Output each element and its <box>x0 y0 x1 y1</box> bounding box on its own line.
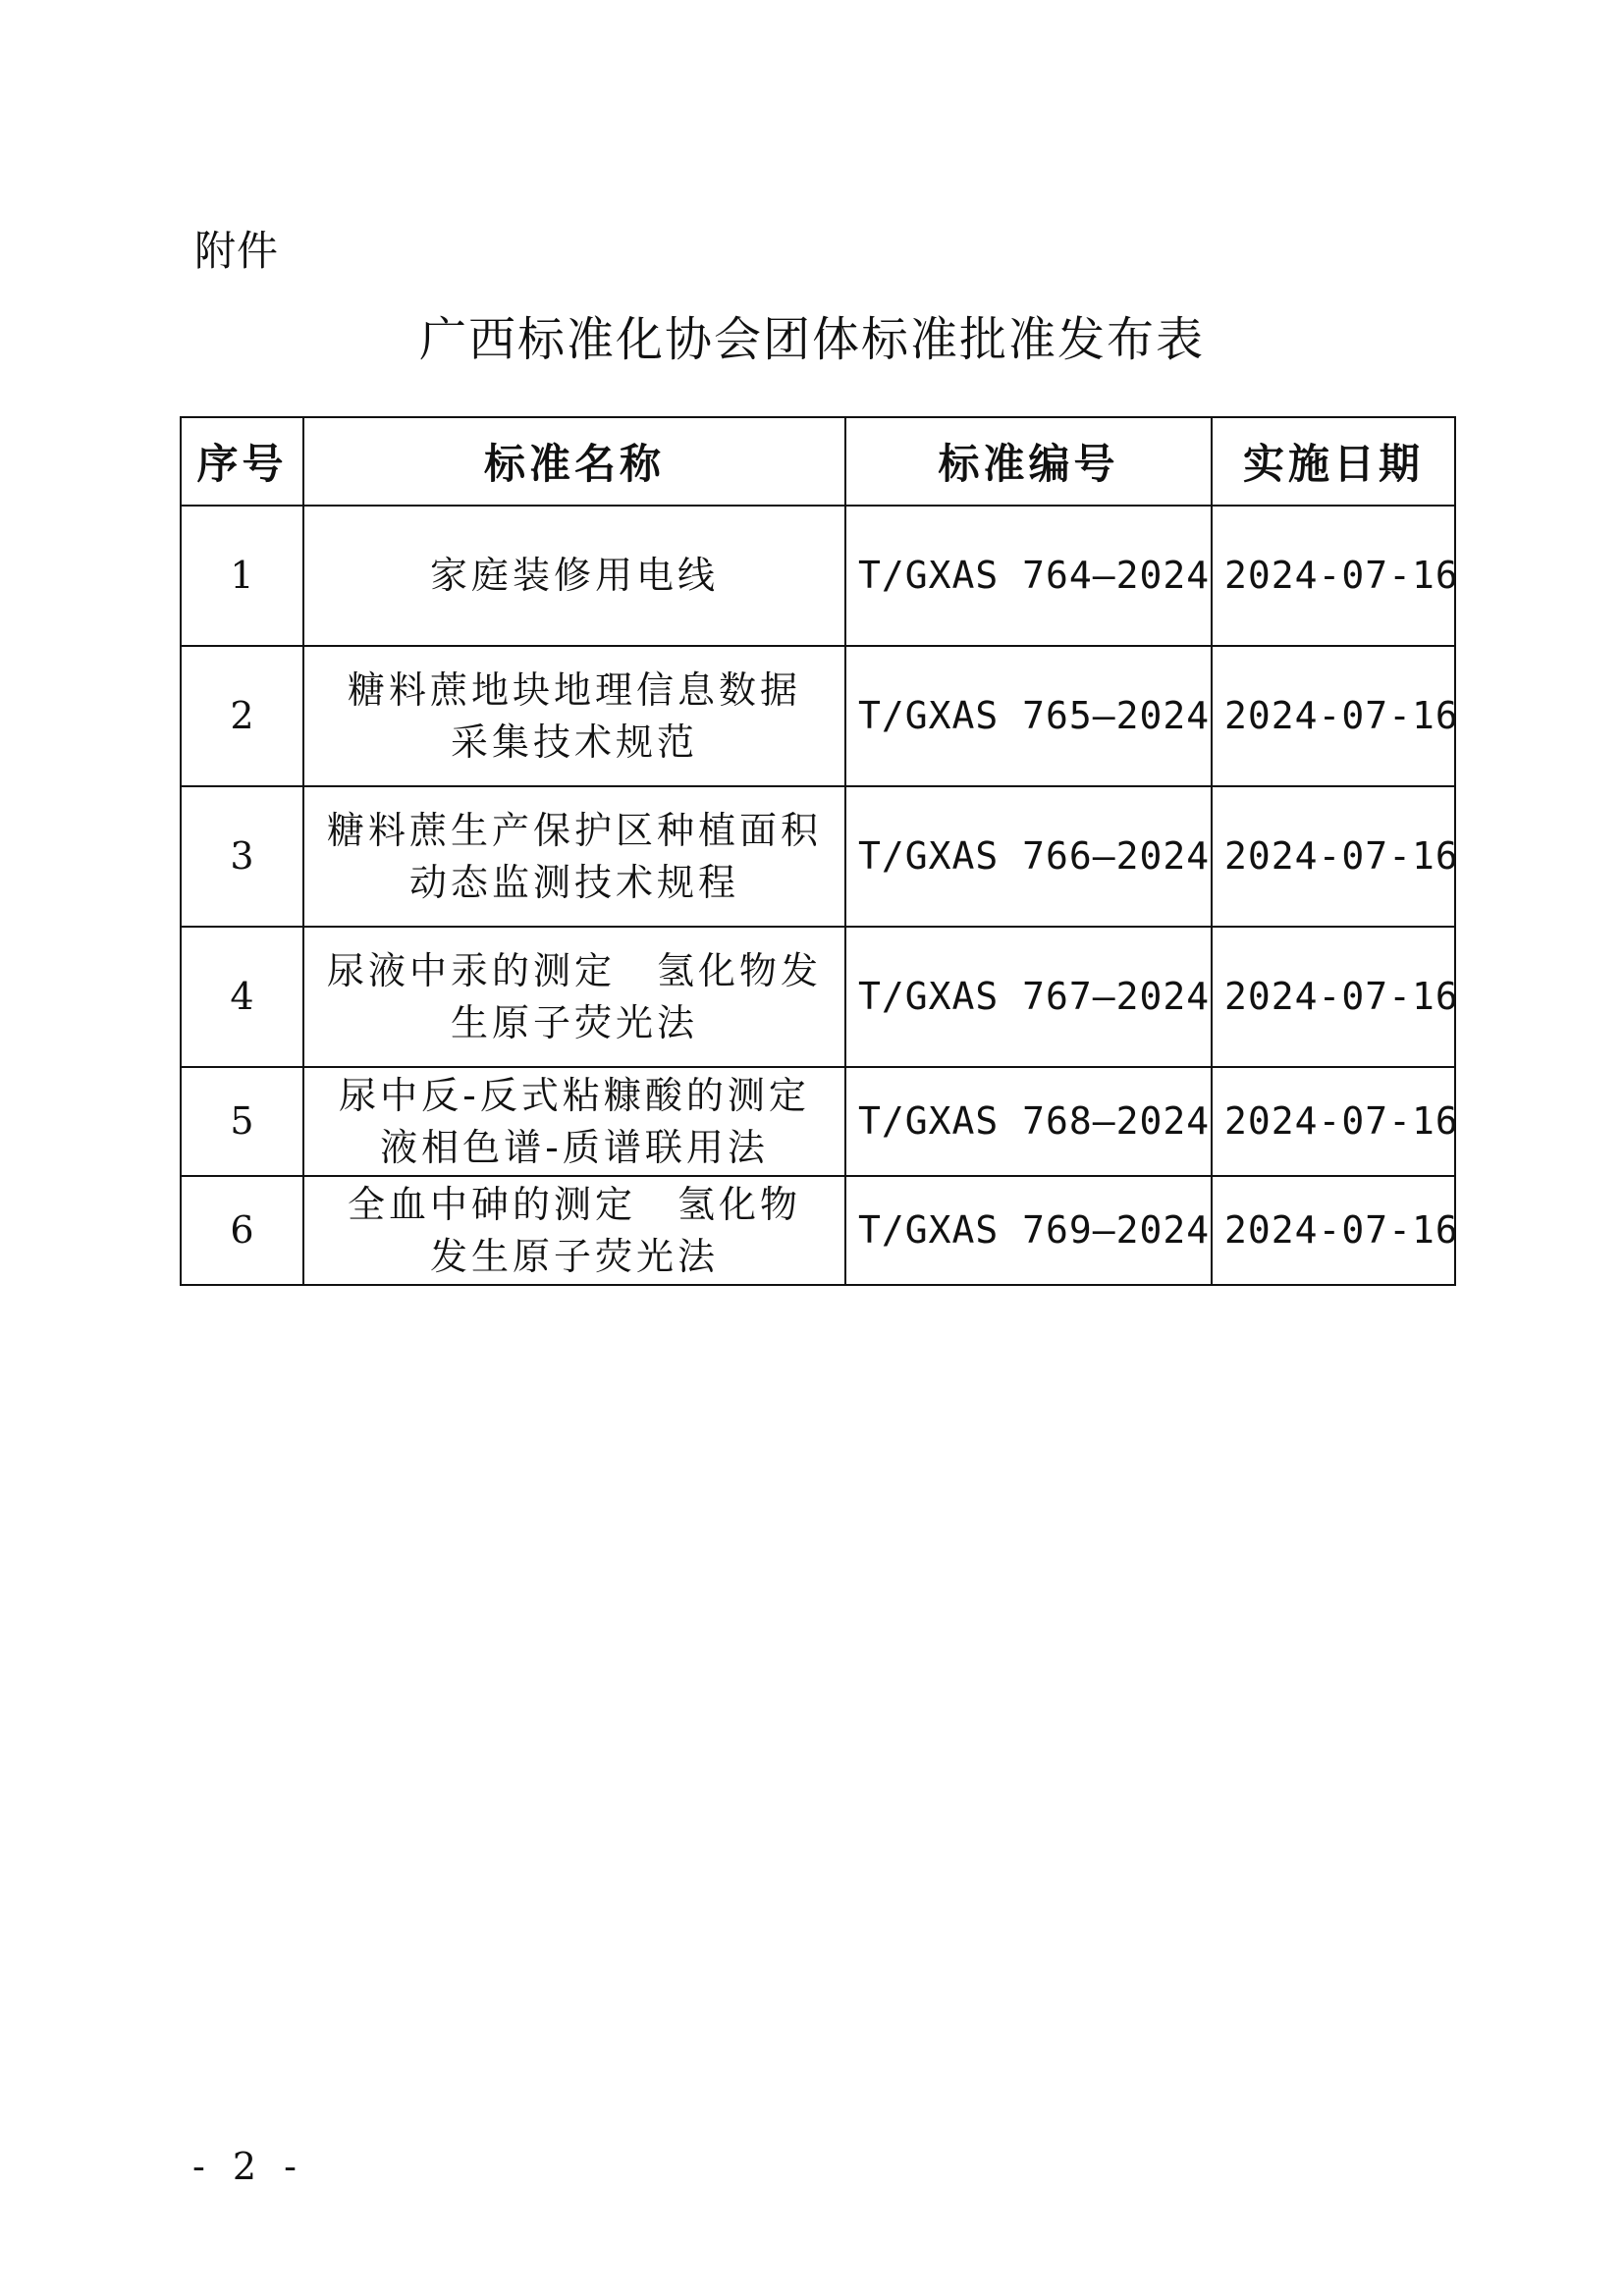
row-serial-number: 6 <box>181 1176 303 1285</box>
row-standard-name <box>303 506 845 646</box>
table-row <box>181 927 1455 1067</box>
row-serial-number: 4 <box>181 927 303 1067</box>
standard-name-line: 动态监测技术规程 <box>408 860 739 904</box>
row-implementation-date: 2024-07-16 <box>1212 1067 1455 1176</box>
header-serial-number: 序号 <box>181 417 303 506</box>
row-serial-number: 2 <box>181 646 303 786</box>
standard-name-line: 尿中反-反式粘糠酸的测定 <box>339 1073 810 1117</box>
header-standard-name: 标准名称 <box>303 417 845 506</box>
page-number: - 2 - <box>192 2145 305 2188</box>
standard-name-line: 全血中砷的测定 氢化物 <box>347 1182 801 1226</box>
standard-name-line: 发生原子荧光法 <box>429 1234 719 1278</box>
standard-name-line: 液相色谱-质谱联用法 <box>380 1125 769 1169</box>
standard-name-line: 家庭装修用电线 <box>429 554 719 597</box>
row-implementation-date: 2024-07-16 <box>1212 786 1455 927</box>
row-standard-name <box>303 646 845 786</box>
row-standard-code: T/GXAS 768—2024 <box>845 1067 1212 1176</box>
standard-name-line: 糖料蔗地块地理信息数据 <box>347 667 801 712</box>
row-implementation-date: 2024-07-16 <box>1212 927 1455 1067</box>
standard-name-line: 尿液中汞的测定 氢化物发 <box>326 948 822 992</box>
row-standard-name <box>303 786 845 927</box>
table-row <box>181 646 1455 786</box>
row-serial-number: 3 <box>181 786 303 927</box>
table-row <box>181 1176 1455 1285</box>
row-standard-code: T/GXAS 765—2024 <box>845 646 1212 786</box>
table-row <box>181 786 1455 927</box>
standard-name-line: 糖料蔗生产保护区种植面积 <box>326 808 822 852</box>
row-serial-number: 1 <box>181 506 303 646</box>
table-row <box>181 1067 1455 1176</box>
row-implementation-date: 2024-07-16 <box>1212 1176 1455 1285</box>
table-header-row <box>181 417 1455 506</box>
row-standard-code: T/GXAS 764—2024 <box>845 506 1212 646</box>
standard-name-line: 生原子荧光法 <box>450 1000 698 1044</box>
header-standard-code: 标准编号 <box>845 417 1212 506</box>
row-standard-code: T/GXAS 767—2024 <box>845 927 1212 1067</box>
row-implementation-date: 2024-07-16 <box>1212 506 1455 646</box>
row-implementation-date: 2024-07-16 <box>1212 646 1455 786</box>
table-row <box>181 506 1455 646</box>
row-standard-name <box>303 1176 845 1285</box>
row-standard-code: T/GXAS 766—2024 <box>845 786 1212 927</box>
row-standard-name <box>303 1067 845 1176</box>
standards-table <box>180 416 1459 1286</box>
standard-name-line: 采集技术规范 <box>450 720 698 764</box>
row-standard-name <box>303 927 845 1067</box>
header-implementation-date: 实施日期 <box>1212 417 1455 506</box>
document-title: 广西标准化协会团体标准批准发布表 <box>418 312 1205 367</box>
row-standard-code: T/GXAS 769—2024 <box>845 1176 1212 1285</box>
row-serial-number: 5 <box>181 1067 303 1176</box>
attachment-label: 附件 <box>194 227 280 275</box>
